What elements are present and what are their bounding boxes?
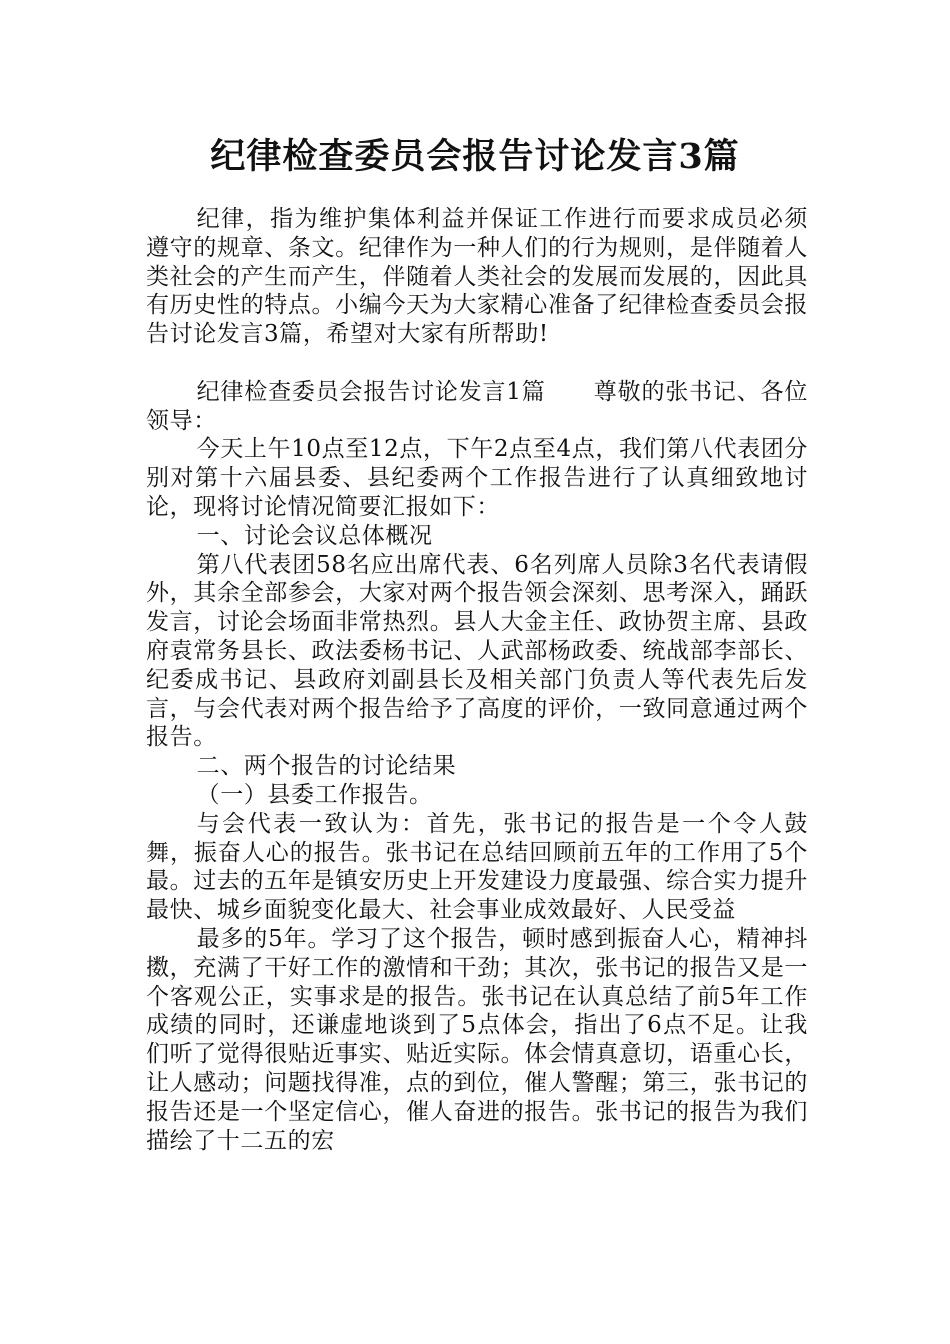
subheading: （一）县委工作报告。	[196, 781, 433, 808]
intro-paragraph: 纪律，指为维护集体利益并保证工作进行而要求成员必须遵守的规章、条文。纪律作为一种人们的行为规则，是伴随着人类社会的产生而产生，伴随着人类社会的发展而发展的，因此具有历史性的特点。小编今天为大家精心准备了纪律检查委员会报告讨论发言3篇，希望对大家有所帮助!	[146, 206, 808, 348]
document-body	[146, 205, 808, 1155]
paragraph-spacer	[146, 349, 808, 378]
subheading: 一、讨论会议总体概况	[196, 522, 433, 549]
salutation: 尊敬的张书记、各位领导：	[146, 378, 808, 434]
body-paragraph: 与会代表一致认为：首先，张书记的报告是一个令人鼓舞，振奋人心的报告。张书记在总结回顾前五年的工作用了5个最。过去的五年是镇安历史上开发建设力度最强、综合实力提升最快、城乡面貌变化最大、社会事业成效最好、人民受益	[146, 810, 808, 924]
section-heading-line	[146, 378, 808, 436]
subheading: 二、两个报告的讨论结果	[196, 753, 457, 780]
section-heading: 纪律检查委员会报告讨论发言1篇	[196, 378, 546, 405]
body-paragraph: 最多的5年。学习了这个报告，顿时感到振奋人心，精神抖擞，充满了干好工作的激情和干劲；其次，张书记的报告又是一个客观公正，实事求是的报告。张书记在认真总结了前5年工作成绩的同时，还谦虚地谈到了5点体会，指出了6点不足。让我们听了觉得很贴近事实、贴近实际。体会情真意切，语重心长，让人感动；问题找得准，点的到位，催人警醒；第三，张书记的报告还是一个坚定信心，催人奋进的报告。张书记的报告为我们描绘了十二五的宏	[146, 925, 808, 1154]
body-paragraph: 第八代表团58名应出席代表、6名列席人员除3名代表请假外，其余全部参会，大家对两个报告领会深刻、思考深入，踊跃发言，讨论会场面非常热烈。县人大金主任、政协贺主席、县政府袁常务县长、政法委杨书记、人武部杨政委、统战部李部长、纪委成书记、县政府刘副县长及相关部门负责人等代表先后发言，与会代表对两个报告给予了高度的评价，一致同意通过两个报告。	[146, 551, 808, 751]
body-paragraph: 今天上午10点至12点，下午2点至4点，我们第八代表团分别对第十六届县委、县纪委两个工作报告进行了认真细致地讨论，现将讨论情况简要汇报如下：	[146, 436, 808, 520]
document-title: 纪律检查委员会报告讨论发言3篇	[210, 136, 740, 177]
